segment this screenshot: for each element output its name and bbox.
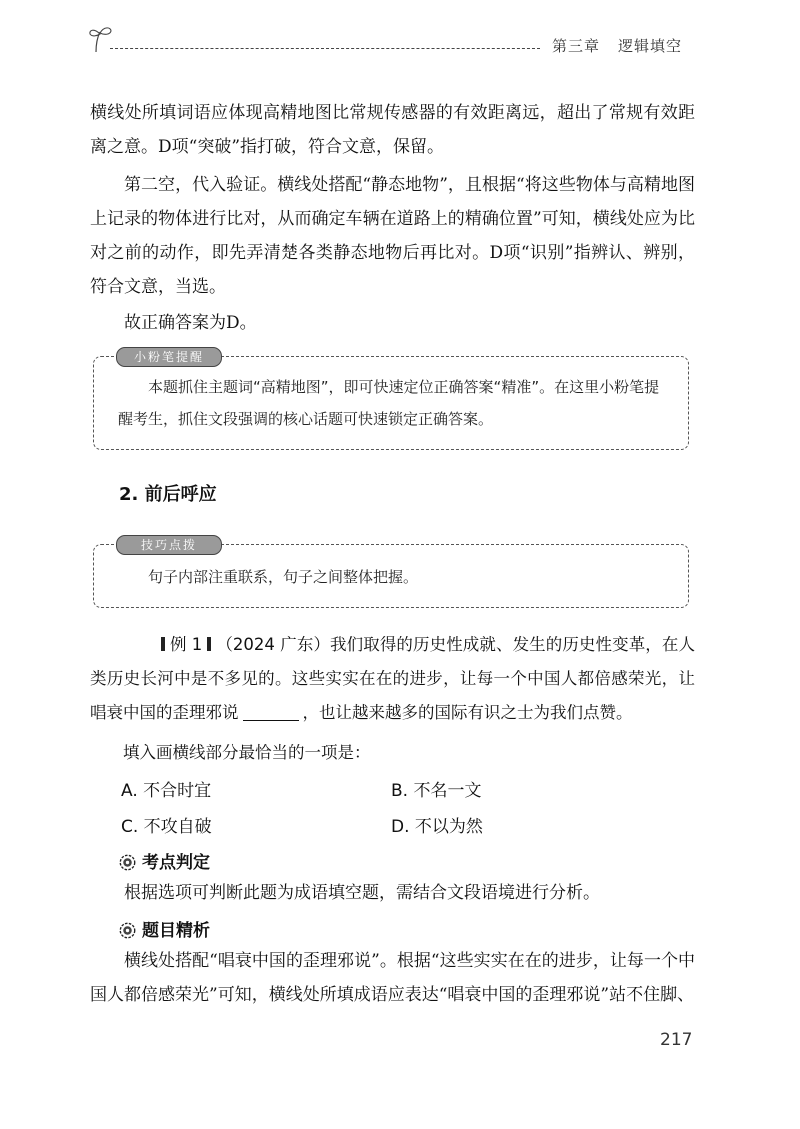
- paragraph-continued: 横线处所填词语应体现高精地图比常规传感器的有效距离远，超出了常规有效距离之意。D项“突破”指打破，符合文意，保留。: [90, 103, 695, 157]
- page-number: 217: [660, 1030, 693, 1050]
- kaodian-title: 考点判定: [142, 853, 210, 873]
- tag-bar-right: [207, 637, 211, 651]
- section-title: 2. 前后呼应: [119, 484, 217, 505]
- chapter-number: 第三章: [552, 37, 601, 55]
- gear-icon: [119, 854, 136, 871]
- gear-icon: [119, 922, 136, 939]
- tip-box-technique: [93, 538, 689, 608]
- chapter-label: [552, 35, 682, 56]
- example-number: 例 1: [170, 635, 203, 654]
- answer-blank: [243, 704, 299, 721]
- option-d: D. 不以为然: [391, 817, 483, 837]
- jingxi-heading: [119, 916, 210, 941]
- kaodian-heading: [119, 848, 210, 873]
- sprout-icon: [88, 24, 114, 54]
- kaodian-text: 根据选项可判断此题为成语填空题，需结合文段语境进行分析。: [124, 883, 600, 903]
- option-b: B. 不名一文: [391, 781, 482, 801]
- tip-badge-label: 技巧点拨: [116, 535, 222, 555]
- jingxi-text: 横线处搭配“唱衰中国的歪理邪说”。根据“这些实实在在的进步，让每一个中国人都倍感荣光”可知，横线处所填成语应表达“唱衰中国的歪理邪说”站不住脚、: [90, 951, 695, 1005]
- chapter-title: 逻辑填空: [618, 37, 683, 55]
- option-c: C. 不攻自破: [121, 817, 212, 837]
- tip-text: 句子内部注重联系，句子之间整体把握。: [148, 568, 419, 586]
- tip-badge-label: 小粉笔提醒: [116, 347, 222, 367]
- tip-badge: [116, 535, 222, 553]
- tip-text: 本题抓住主题词“高精地图”，即可快速定位正确答案“精准”。在这里小粉笔提醒考生，抓住文段强调的核心话题可快速锁定正确答案。: [118, 378, 660, 428]
- example-source: （2024 广东）: [216, 635, 331, 654]
- paragraph-answer: 故正确答案为D。: [124, 313, 257, 333]
- tip-badge: [116, 347, 222, 365]
- paragraph-second-blank: 第二空，代入验证。横线处搭配“静态地物”，且根据“将这些物体与高精地图上记录的物体进行比对，从而确定车辆在道路上的精确位置”可知，横线处应为比对之前的动作，即先弄清楚各类静态地物后再比对。D项“识别”指辨认、辨别，符合文意，当选。: [90, 175, 695, 297]
- page-header: [88, 24, 696, 60]
- option-a: A. 不合时宜: [121, 781, 212, 801]
- example-stem-after: ，也让越来越多的国际有识之士为我们点赞。: [302, 703, 633, 722]
- tip-box-reminder: [93, 350, 689, 450]
- example-stem: [90, 628, 695, 730]
- header-rule: [110, 48, 540, 49]
- example-question: 填入画横线部分最恰当的一项是：: [123, 743, 371, 762]
- example-stem-before: 我们取得的历史性成就、发生的历史性变革，在人类历史长河中是不多见的。这些实实在在的进步，让每一个中国人都倍感荣光，让唱衰中国的歪理邪说: [90, 635, 695, 722]
- example-tag: [123, 628, 216, 662]
- tag-bar-left: [161, 637, 165, 651]
- jingxi-title: 题目精析: [142, 921, 210, 941]
